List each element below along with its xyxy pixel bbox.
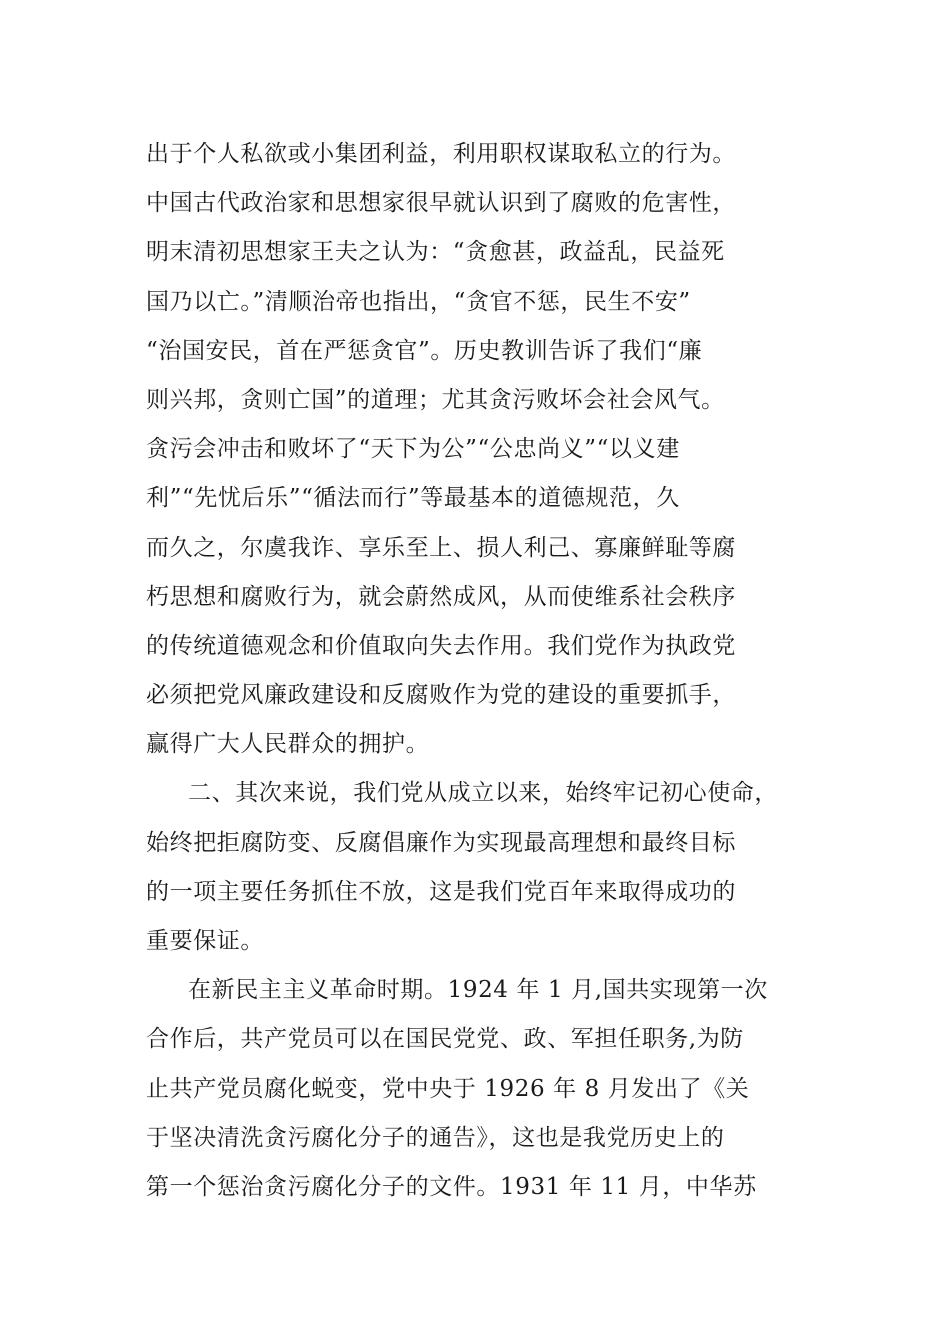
- text-line: 中国古代政治家和思想家很早就认识到了腐败的危害性，: [146, 190, 736, 217]
- text-line: 国乃以亡。”清顺治帝也指出，“贪官不惩，民生不安”: [146, 288, 691, 315]
- text-line: 贪污会冲击和败坏了“天下为公”“公忠尚义”“以义建: [146, 436, 680, 463]
- text-line: 赢得广大人民群众的拥护。: [146, 731, 430, 758]
- text-line: 必须把党风廉政建设和反腐败作为党的建设的重要抓手，: [146, 682, 736, 709]
- text-line: 合作后，共产党员可以在国民党党、政、军担任职务,为防: [146, 1026, 744, 1053]
- text-line: 则兴邦，贪则亡国”的道理；尤其贪污败坏会社会风气。: [146, 386, 725, 413]
- text-line: 朽思想和腐败行为，就会蔚然成风，从而使维系社会秩序: [146, 583, 736, 610]
- paragraph-start-line: 二、其次来说，我们党从成立以来，始终牢记初心使命，: [188, 780, 778, 807]
- text-line: 重要保证。: [146, 928, 264, 954]
- text-line: 的一项主要任务抓住不放，这是我们党百年来取得成功的: [146, 878, 736, 905]
- text-line: 明末清初思想家王夫之认为：“贪愈甚，政益乱，民益死: [146, 239, 725, 266]
- text-line: 而久之，尔虞我诈、享乐至上、损人利己、寡廉鲜耻等腐: [146, 534, 736, 561]
- text-line: 的传统道德观念和价值取向失去作用。我们党作为执政党: [146, 632, 736, 659]
- text-line: 出于个人私欲或小集团利益，利用职权谋取私立的行为。: [146, 141, 736, 167]
- text-line: 始终把拒腐防变、反腐倡廉作为实现最高理想和最终目标: [146, 829, 736, 856]
- text-line: 止共产党员腐化蜕变，党中央于 1926 年 8 月发出了《关: [146, 1075, 750, 1102]
- paragraph-start-line: 在新民主主义革命时期。1924 年 1 月,国共实现第一次: [188, 977, 768, 1004]
- body-text: [146, 130, 836, 1212]
- text-line: “治国安民，首在严惩贪官”。历史教训告诉了我们“廉: [146, 337, 703, 364]
- text-line: 第一个惩治贪污腐化分子的文件。1931 年 11 月，中华苏: [146, 1173, 757, 1200]
- text-line: 利”“先忧后乐”“循法而行”等最基本的道德规范，久: [146, 485, 680, 512]
- text-line: 于坚决清洗贪污腐化分子的通告》，这也是我党历史上的: [146, 1124, 725, 1151]
